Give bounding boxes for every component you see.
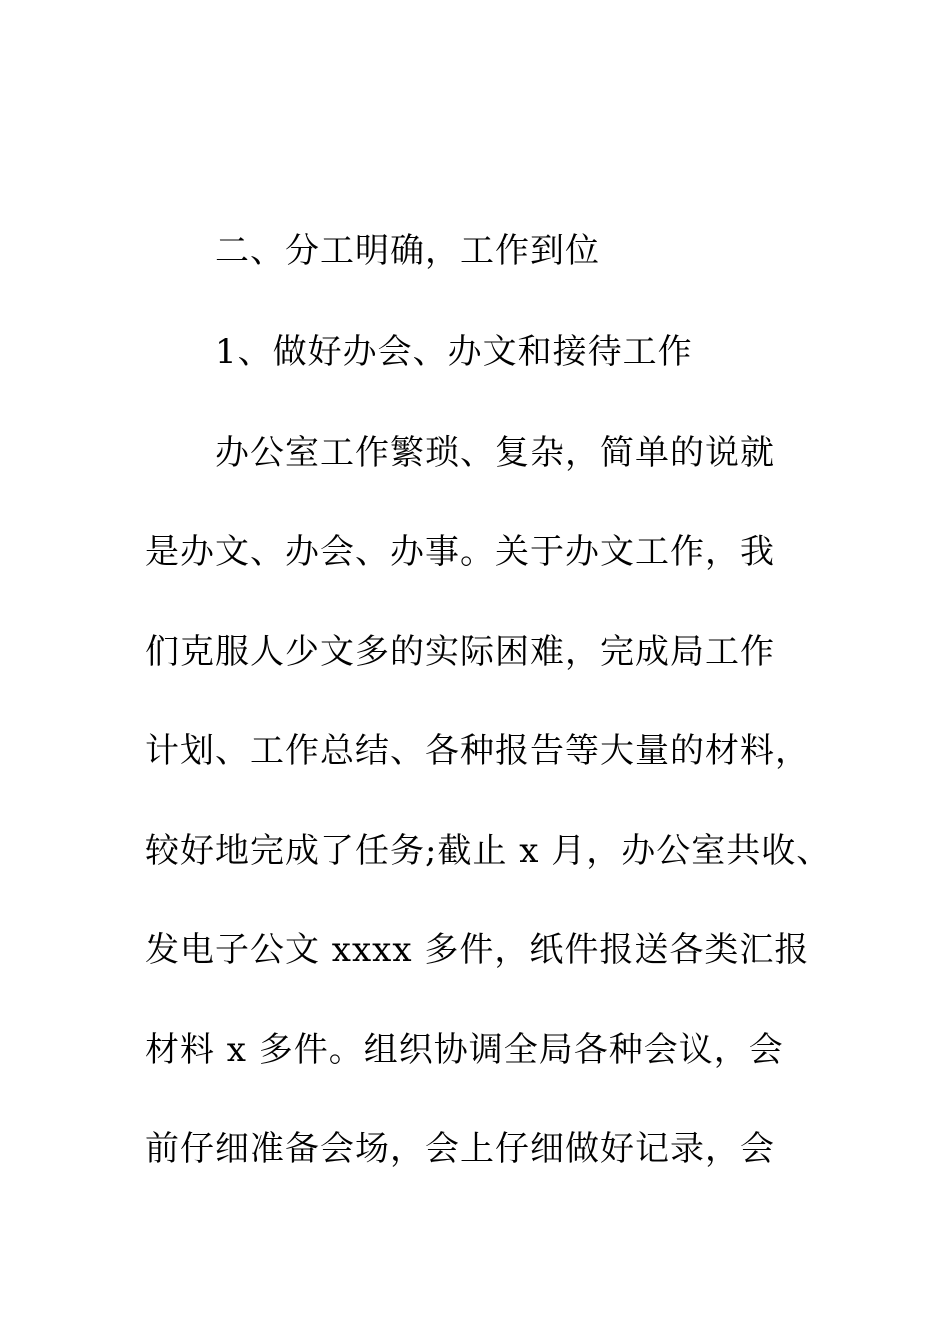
section-heading: 二、分工明确，工作到位 <box>215 231 600 271</box>
paragraph-line: 材料 x 多件。组织协调全局各种会议，会 <box>145 1030 784 1070</box>
paragraph-line: 前仔细准备会场，会上仔细做好记录，会 <box>145 1129 775 1169</box>
paragraph-line: 们克服人少文多的实际困难，完成局工作 <box>145 632 775 672</box>
paragraph-line: 办公室工作繁琐、复杂，简单的说就 <box>215 433 775 473</box>
paragraph-line: 较好地完成了任务;截止 x 月，办公室共收、 <box>145 831 832 871</box>
paragraph-line: 是办文、办会、办事。关于办文工作，我 <box>145 532 775 572</box>
paragraph-line: 发电子公文 xxxx 多件，纸件报送各类汇报 <box>145 930 810 970</box>
paragraph-line: 计划、工作总结、各种报告等大量的材料， <box>145 731 810 771</box>
subsection-heading: 1、做好办会、办文和接待工作 <box>215 332 693 372</box>
